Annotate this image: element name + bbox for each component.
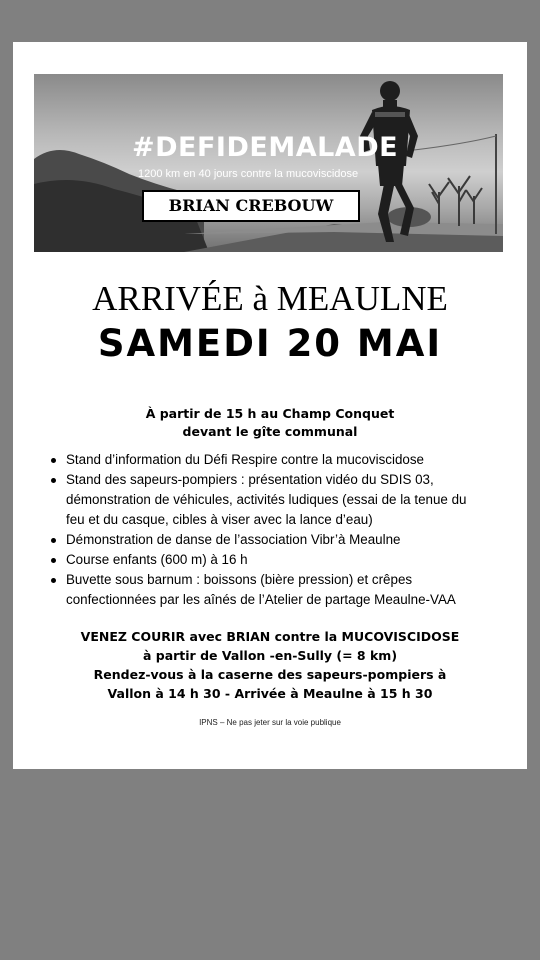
banner-photo xyxy=(34,74,503,252)
run-callout xyxy=(13,627,527,703)
list-item-text: Démonstration de danse de l’association Vibr’à Meaulne xyxy=(66,532,401,547)
list-item-text: Buvette sous barnum : boissons (bière pression) et crêpes xyxy=(66,572,413,587)
bullet-icon xyxy=(51,558,56,563)
intro-line: devant le gîte communal xyxy=(182,424,358,439)
callout-line: VENEZ COURIR avec BRIAN contre la MUCOVISCIDOSE xyxy=(80,629,460,644)
hashtag-title: #DEFIDEMALADE xyxy=(132,132,399,163)
list-item xyxy=(51,450,511,470)
callout-line: à partir de Vallon -en-Sully (= 8 km) xyxy=(142,648,398,663)
bullet-icon xyxy=(51,478,56,483)
list-item xyxy=(51,570,511,610)
list-item xyxy=(51,550,511,570)
footer-note: IPNS – Ne pas jeter sur la voie publique xyxy=(199,718,341,727)
callout-line: Vallon à 14 h 30 - Arrivée à Meaulne à 15 h 30 xyxy=(107,686,433,701)
intro-line: À partir de 15 h au Champ Conquet xyxy=(145,406,395,421)
list-item-text: feu et du casque, cibles à viser avec la lance d’eau) xyxy=(66,512,373,527)
runner-name-label: BRIAN CREBOUW xyxy=(142,190,360,222)
date-heading: SAMEDI 20 MAI xyxy=(97,322,443,365)
list-item-text: démonstration de véhicules, activités ludiques (essai de la tenue du xyxy=(66,492,467,507)
banner-tagline: 1200 km en 40 jours contre la mucoviscidose xyxy=(138,168,359,180)
activities-list xyxy=(51,450,511,610)
list-item xyxy=(51,530,511,550)
list-item-text: Stand des sapeurs-pompiers : présentation vidéo du SDIS 03, xyxy=(66,472,434,487)
list-item-text: confectionnées par les aînés de l’Atelier de partage Meaulne-VAA xyxy=(66,592,456,607)
intro-text xyxy=(13,405,527,441)
bullet-icon xyxy=(51,458,56,463)
list-item xyxy=(51,470,511,530)
bullet-icon xyxy=(51,578,56,583)
poster xyxy=(13,42,527,769)
list-item-text: Course enfants (600 m) à 16 h xyxy=(66,552,248,567)
arrival-heading: ARRIVÉE à MEAULNE xyxy=(92,279,448,318)
callout-line: Rendez-vous à la caserne des sapeurs-pompiers à xyxy=(93,667,447,682)
list-item-text: Stand d’information du Défi Respire contre la mucoviscidose xyxy=(66,452,425,467)
bullet-icon xyxy=(51,538,56,543)
runner-photo-illustration xyxy=(34,74,503,252)
